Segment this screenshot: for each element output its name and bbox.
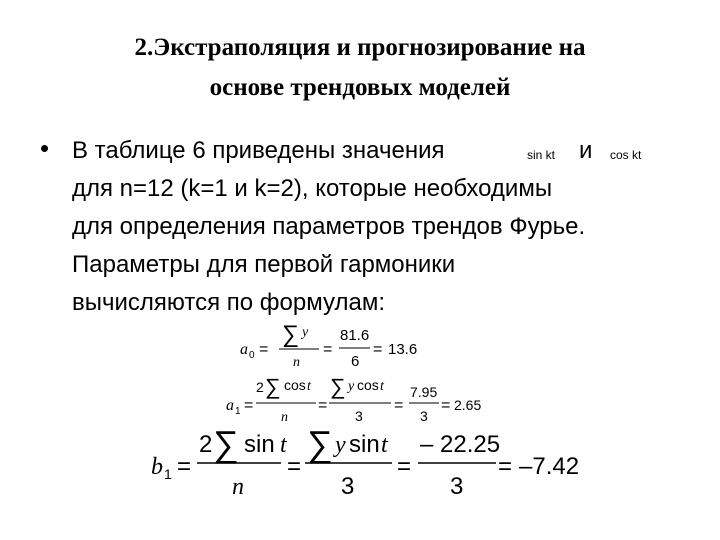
a1-num3: 7.95: [410, 384, 438, 400]
a1-eq1: =: [244, 397, 254, 414]
a1-den1: n: [281, 410, 288, 425]
b1-num1-var: t: [280, 432, 287, 458]
b1-eq1: =: [177, 453, 192, 480]
formula-a1: [226, 374, 481, 425]
paragraph-line-5: вычисляются по формулам:: [72, 289, 385, 316]
b1-den3: 3: [450, 473, 464, 500]
a0-eq2: =: [323, 341, 333, 358]
b1-num2-var: y: [335, 432, 346, 458]
a1-num1-fn: cos: [284, 377, 306, 393]
b1-lhs: b: [151, 454, 163, 480]
b1-num2-t: t: [381, 432, 388, 458]
a0-lhs-sub: 0: [249, 350, 255, 361]
a1-lhs: a: [226, 397, 234, 414]
cos-kt-inline: cos kt: [610, 148, 642, 162]
bullet-marker: •: [40, 133, 50, 163]
a1-sigma2: ∑: [330, 374, 346, 399]
a0-eq3: =: [373, 341, 383, 358]
b1-sigma2: ∑: [307, 423, 333, 464]
b1-lhs-sub: 1: [164, 466, 172, 482]
b1-eq2: =: [287, 453, 302, 480]
paragraph-line-3: для определения параметров трендов Фурье.: [72, 213, 586, 240]
a1-num2-fn: cos: [357, 377, 379, 393]
b1-num3: – 22.25: [420, 431, 501, 458]
a0-eq1: =: [259, 341, 269, 358]
b1-num1-fn: sin: [244, 431, 275, 458]
formula-b1: [151, 423, 579, 500]
a1-num1-coef: 2: [256, 379, 264, 395]
a0-lhs: a: [240, 341, 248, 358]
a1-eq2: =: [318, 397, 328, 414]
a0-den1: n: [293, 355, 300, 370]
a1-eq3: =: [394, 397, 404, 414]
paragraph-line-4: Параметры для первой гармоники: [72, 251, 456, 278]
formula-a0: [240, 321, 417, 370]
slide-title-line2: основе трендовых моделей: [209, 74, 511, 101]
b1-den2: 3: [341, 473, 355, 500]
a1-lhs-sub: 1: [235, 406, 241, 417]
a1-result: 2.65: [454, 397, 482, 413]
paragraph-line-2: для n=12 (k=1 и k=2), которые необходимы: [72, 175, 553, 202]
a0-num2: 81.6: [340, 327, 370, 344]
a1-num2-t: t: [380, 379, 384, 394]
a0-den2: 6: [351, 353, 360, 370]
b1-sigma1: ∑: [213, 423, 239, 464]
a0-sigma: ∑: [282, 321, 300, 348]
b1-num2-fn: sin: [349, 431, 380, 458]
a1-den2: 3: [355, 408, 363, 424]
a1-den3: 3: [420, 408, 428, 424]
a1-eq4: =: [441, 397, 451, 414]
paragraph-and: и: [579, 137, 593, 164]
paragraph-text-1a: В таблице 6 приведены значения: [72, 137, 445, 164]
b1-eq4: =: [498, 453, 513, 480]
b1-result: –7.42: [519, 453, 580, 480]
a1-num2-var: y: [348, 379, 355, 394]
sin-kt-inline: sin kt: [527, 148, 556, 162]
b1-eq3: =: [397, 453, 412, 480]
a1-sigma1: ∑: [265, 374, 281, 399]
a1-num1-var: t: [307, 379, 311, 394]
b1-den1: n: [232, 474, 244, 500]
slide-title-line1: 2.Экстраполяция и прогнозирование на: [134, 34, 586, 61]
a0-result: 13.6: [388, 341, 418, 358]
b1-num1-coef: 2: [199, 431, 213, 458]
a0-num1: y: [302, 325, 309, 340]
